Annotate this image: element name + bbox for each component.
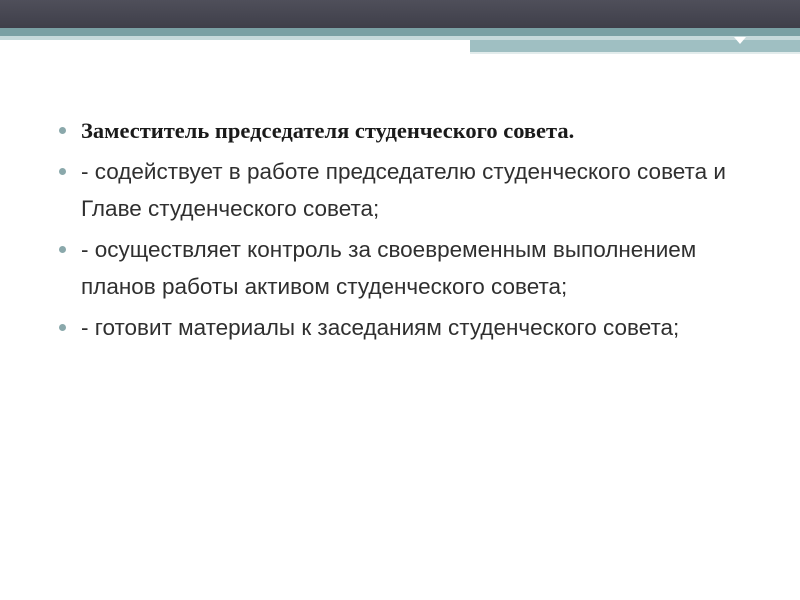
bullet-dot-icon <box>59 324 66 331</box>
list-item <box>55 231 755 305</box>
list-item-text: - осуществляет контроль за своевременным выполнением планов работы активом студенческого совета; <box>81 237 697 299</box>
header-accent-line <box>470 52 800 54</box>
header-stripe <box>0 28 800 36</box>
triangle-down-icon <box>734 37 746 44</box>
header-accent-tab <box>470 40 800 52</box>
list-item <box>55 153 755 227</box>
header-bar <box>0 0 800 28</box>
bullet-dot-icon <box>59 127 66 134</box>
bullet-list <box>55 112 755 350</box>
list-item-text: Заместитель председателя студенческого совета. <box>81 118 575 143</box>
bullet-dot-icon <box>59 246 66 253</box>
list-item-text: - готовит материалы к заседаниям студенческого совета; <box>81 315 680 340</box>
list-item <box>55 112 755 149</box>
list-item <box>55 309 755 346</box>
bullet-dot-icon <box>59 168 66 175</box>
list-item-text: - содействует в работе председателю студенческого совета и Главе студенческого совета; <box>81 159 726 221</box>
